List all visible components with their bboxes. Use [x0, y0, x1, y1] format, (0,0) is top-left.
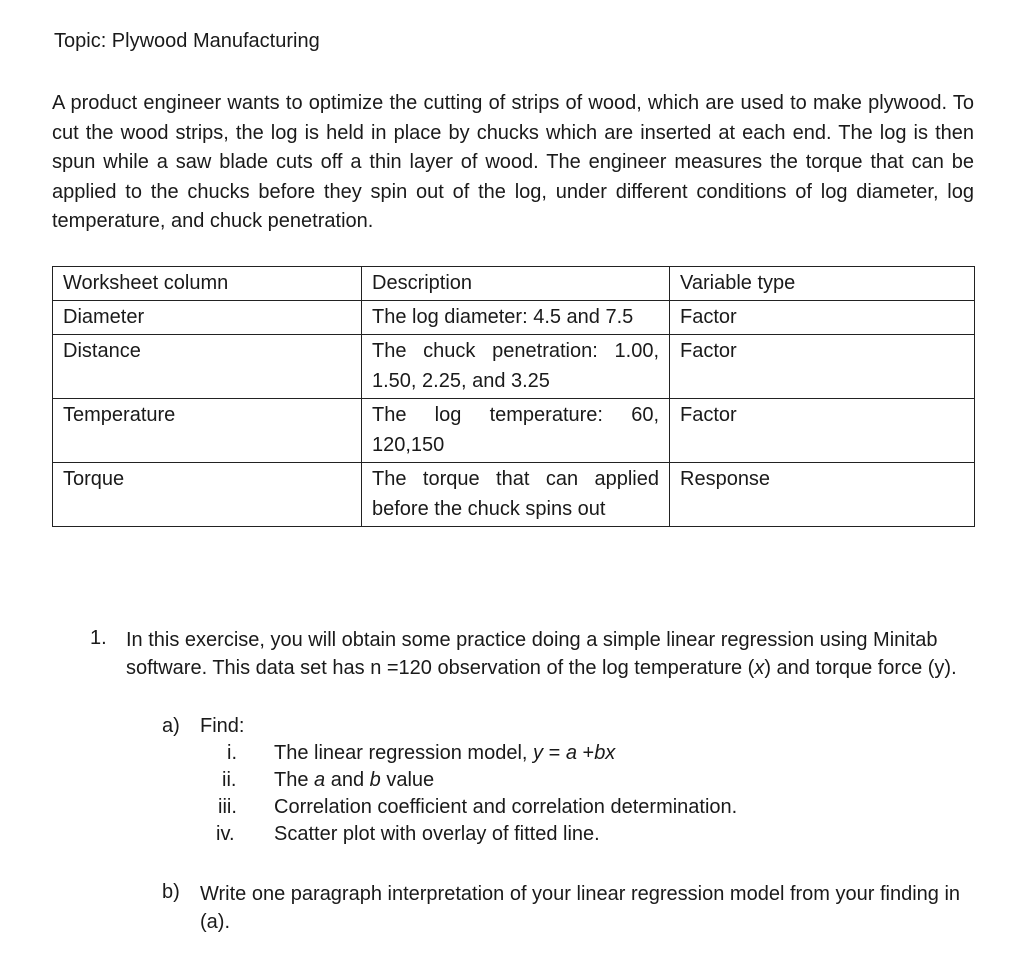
row-column-name: Distance — [53, 335, 362, 399]
table-row — [53, 399, 975, 463]
table-row — [53, 463, 975, 527]
row-description: The log diameter: 4.5 and 7.5 — [362, 301, 670, 335]
worksheet-table — [52, 266, 975, 527]
row-column-name: Torque — [53, 463, 362, 527]
part-b-label: b) — [162, 881, 180, 903]
item-iii-text: Correlation coefficient and correlation determination. — [274, 796, 738, 818]
header-variable-type: Variable type — [670, 267, 975, 301]
item-iv-text: Scatter plot with overlay of fitted line. — [274, 823, 600, 845]
row-column-name: Diameter — [53, 301, 362, 335]
part-a-text: Find: — [200, 715, 245, 737]
row-description: The chuck penetration: 1.00, 1.50, 2.25, and 3.25 — [362, 335, 670, 399]
table-header-row — [53, 267, 975, 301]
item-iv-number: iv. — [216, 823, 235, 845]
topic-heading: Topic: Plywood Manufacturing — [54, 30, 320, 52]
header-worksheet-column: Worksheet column — [53, 267, 362, 301]
part-a-label: a) — [162, 715, 180, 737]
item-ii-text: The a and b value — [274, 769, 435, 791]
item-iii-number: iii. — [218, 796, 237, 818]
intro-paragraph: A product engineer wants to optimize the cutting of strips of wood, which are used to make plywood. To cut the wood strips, the log is held in place by chucks which are inserted at each end. The log is then spun while a saw blade cuts off a thin layer of wood. The engineer measures the torque that can be applied to the chucks before they spin out of the log, under different conditions of log diameter, log temperature, and chuck penetration. — [52, 92, 974, 232]
row-variable-type: Factor — [670, 301, 975, 335]
question-1-number: 1. — [90, 627, 107, 649]
part-b-text: Write one paragraph interpretation of your linear regression model from your finding in (a). — [200, 883, 961, 933]
row-description: The torque that can applied before the chuck spins out — [362, 463, 670, 527]
table-row — [53, 301, 975, 335]
row-column-name: Temperature — [53, 399, 362, 463]
row-variable-type: Factor — [670, 399, 975, 463]
row-variable-type: Factor — [670, 335, 975, 399]
row-variable-type: Response — [670, 463, 975, 527]
table-row — [53, 335, 975, 399]
item-i-number: i. — [227, 742, 237, 764]
row-description: The log temperature: 60, 120,150 — [362, 399, 670, 463]
question-1-text: In this exercise, you will obtain some practice doing a simple linear regression using Minitab software. This data set has n =120 observation of the log temperature (x) and torque force (y). — [126, 629, 957, 679]
item-i-text: The linear regression model, y = a +bx — [274, 742, 616, 764]
header-description: Description — [362, 267, 670, 301]
item-ii-number: ii. — [222, 769, 237, 791]
